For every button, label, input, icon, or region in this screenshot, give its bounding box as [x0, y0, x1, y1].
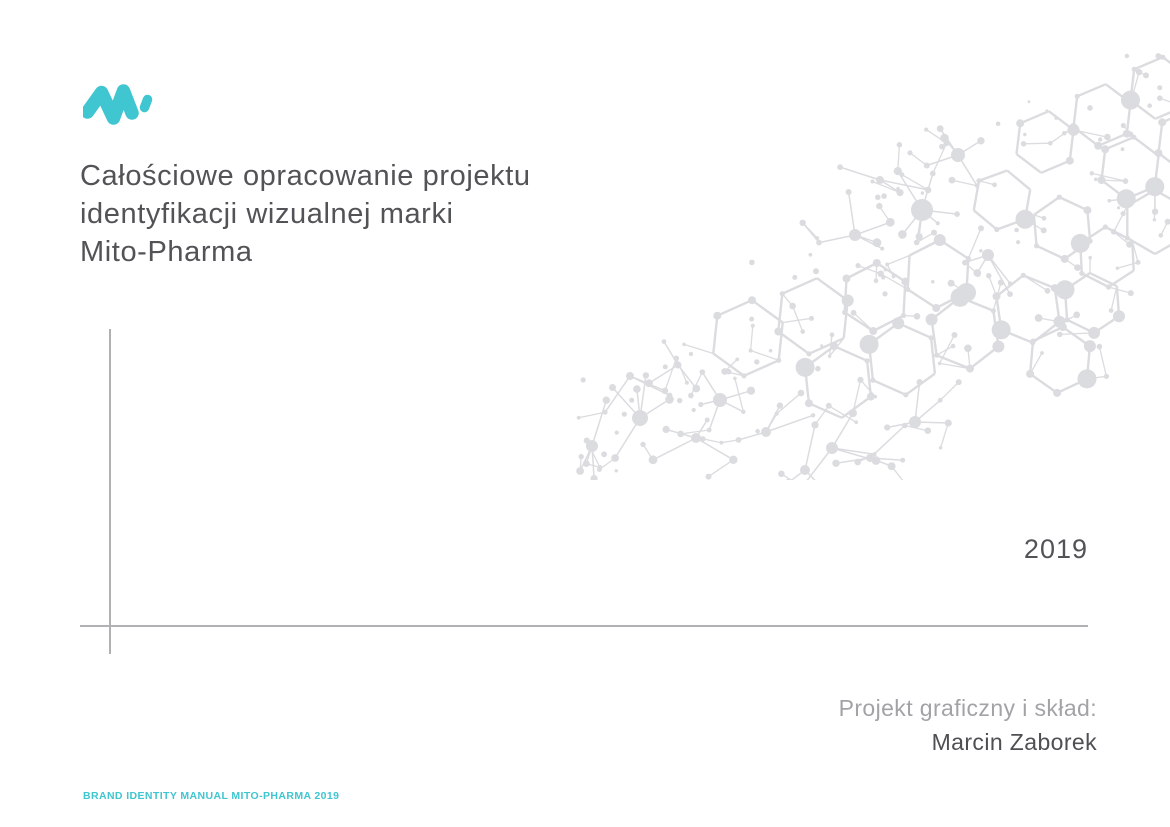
molecule-graphic [570, 50, 1170, 480]
year-label: 2019 [1023, 534, 1088, 564]
page-title-line-1: Całościowe opracowanie projektu [80, 160, 531, 192]
footer-tagline: BRAND IDENTITY MANUAL MITO-PHARMA 2019 [83, 790, 340, 802]
brand-logo-icon [83, 84, 155, 126]
page-title-line-3: Mito-Pharma [80, 236, 253, 268]
credits-label: Projekt graficzny i skład: [838, 695, 1097, 721]
horizontal-rule [80, 625, 1088, 627]
vertical-rule [109, 329, 111, 654]
credits-block [839, 691, 1097, 759]
page-title-line-2: identyfikacji wizualnej marki [80, 198, 454, 230]
credits-name: Marcin Zaborek [931, 729, 1097, 755]
page-title [80, 157, 531, 271]
